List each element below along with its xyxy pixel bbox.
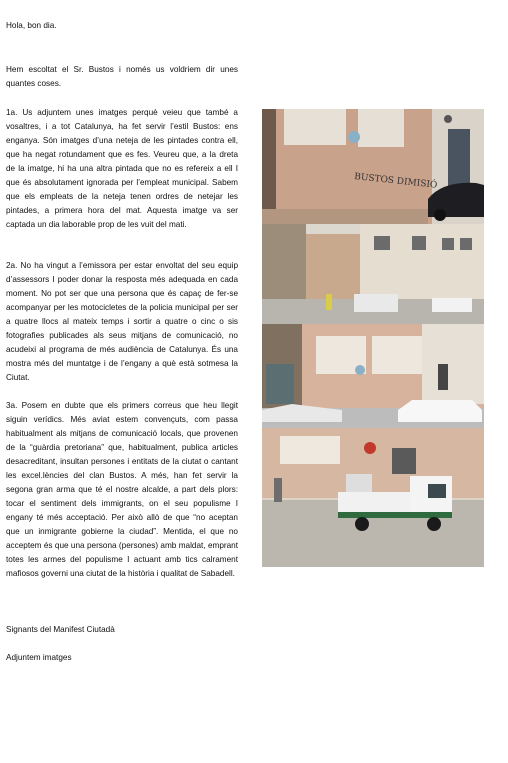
- intro-paragraph: Hem escoltat el Sr. Bustos i només us voldriem dir unes quantes coses.: [6, 65, 238, 88]
- graffiti-text: BUSTOS DIMISIÓ: [353, 172, 438, 191]
- photo-panel-truck: [262, 428, 484, 567]
- photo-panel-street: [262, 224, 484, 324]
- photo-panel-graffiti: [262, 109, 484, 224]
- paragraph-2: 2a. No ha vingut a l’emissora per estar envoltat del seu equip d’assessors I poder donar la resposta més adequada en cada moment. No pot ser que una persona que és capaç de fer-se acompanyar per les motocicletes de la policia municipal per ser a quatre llocs al mateix temps i sortir a quatre o cinc o sis fotografies publicades als seus mitjans de comunicació, no acudeixi al programa de més audiència de Catalunya. És una mostra més del muntatge i de l’engany a què està sotmesa la Ciutat.: [6, 261, 238, 382]
- photo-panel-wall: [262, 324, 484, 428]
- signature: Signants del Manifest Ciutadà: [6, 625, 115, 634]
- paragraph-1: 1a. Us adjuntem unes imatges perquè veieu que també a vosaltres, i a tot Catalunya, ha fet servir l’estil Bustos: ens enganya. Són imatges d’una neteja de les pintades contra ell, que ha negat rotundament que es fes. Veureu que, a la dreta de la imatge, hi ha una altra pintada que no es refereix a ell I que és absolutament ignorada per l’empleat municipal. Sabem que els empleats de la neteja tenen ordres de netejar les pintades, a primera hora del mat. Aquesta imatge va ser captada un dia laborable prop de les vuit del mati.: [6, 108, 238, 229]
- photo-collage: [262, 109, 484, 567]
- paragraph-3: 3a. Posem en dubte que els primers correus que heu llegit siguin verídics. Més aviat estem convençuts, com passa habitualment als mitjans de comunicació locals, que provenen de la “guàrdia pretoriana” que, habitualment, publica articles desacreditant, insultan persones i entitats de la ciutat o cantant les excel.lències del clan Bustos. A més, han fet servir la segona gran arma que té el nostre alcalde, a part dels plors: tocar el sentiment dels immigrants, on el seu populisme I engany té més acceptació. Per això allò de que “no aceptan que un inmigrante gobierne la ciudad”. Mentida, el que no acceptem és que una persona (persones) amb maldat, emprant totes les armes del populisme I actuant amb tics calrament mafiosos governi una ciutat de la història i qualitat de Sabadell.: [6, 401, 238, 578]
- attachments-note: Adjuntem imatges: [6, 653, 72, 662]
- greeting: Hola, bon dia.: [6, 21, 57, 30]
